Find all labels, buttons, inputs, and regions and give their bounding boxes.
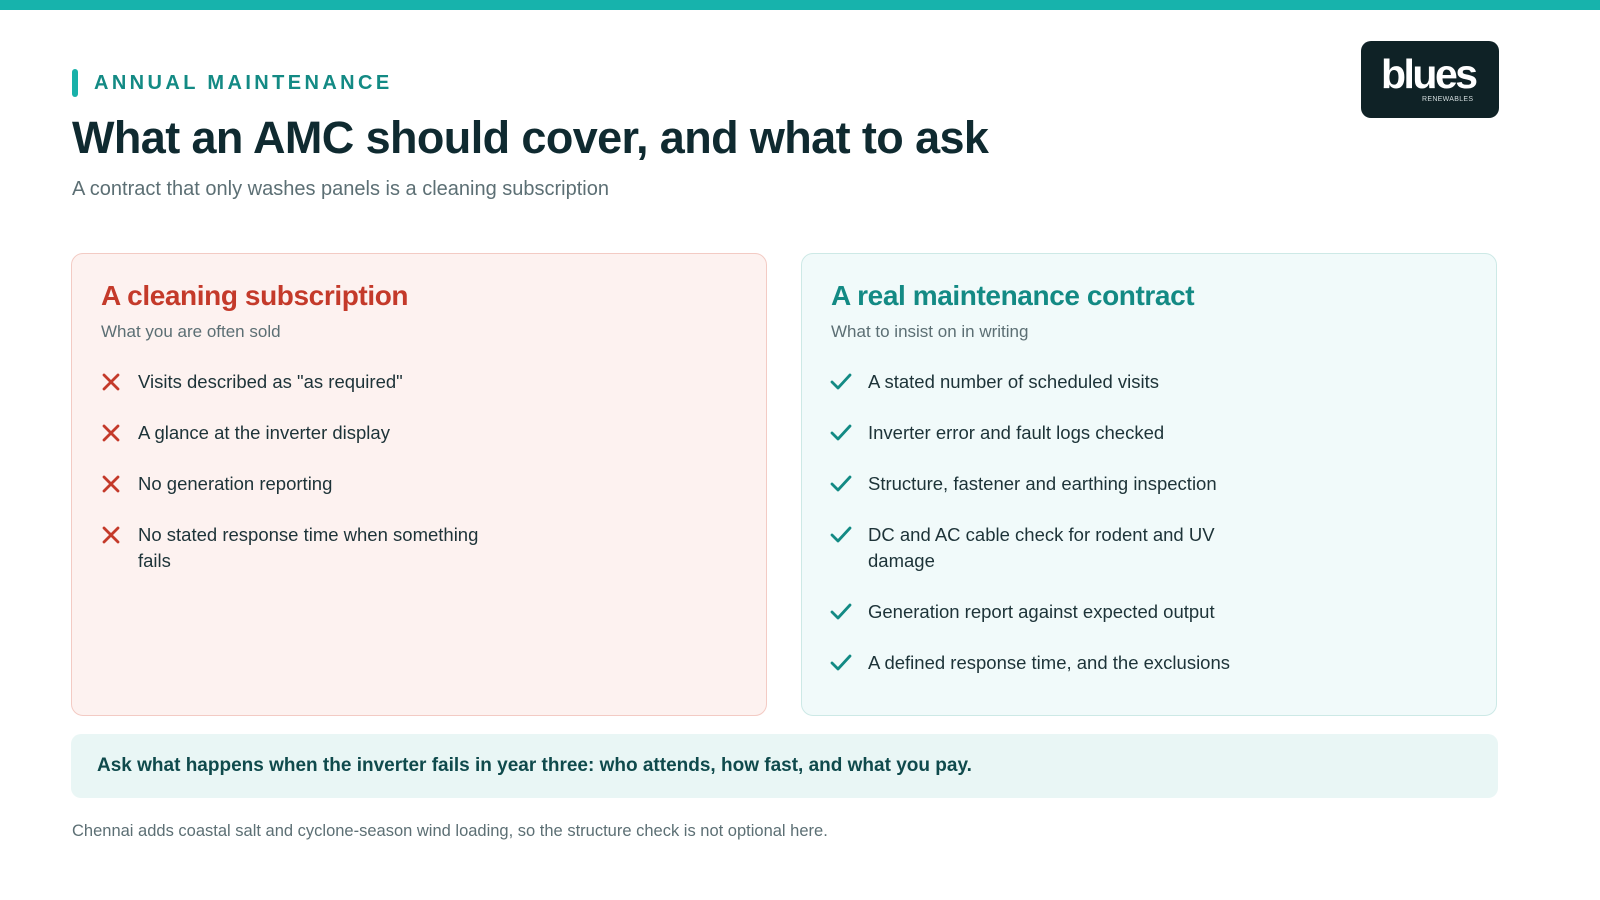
logo-wordmark: blues bbox=[1381, 51, 1476, 97]
list-item bbox=[830, 522, 1238, 574]
callout-text: Ask what happens when the inverter fails in year three: who attends, how fast, and what you pay. bbox=[97, 755, 972, 776]
page-title: What an AMC should cover, and what to ask bbox=[72, 112, 989, 163]
cross-icon bbox=[100, 473, 122, 495]
list-item bbox=[830, 471, 1238, 497]
list-item-text: Visits described as "as required" bbox=[138, 371, 403, 392]
list-item bbox=[100, 420, 508, 446]
list-item bbox=[100, 369, 508, 395]
cross-icon bbox=[100, 422, 122, 444]
logo-tagline: RENEWABLES bbox=[1422, 96, 1474, 103]
positive-list bbox=[830, 369, 1238, 701]
list-item-text: A defined response time, and the exclusions bbox=[868, 652, 1231, 673]
brand-logo bbox=[1361, 41, 1499, 118]
list-item bbox=[830, 420, 1238, 446]
top-accent-bar bbox=[0, 0, 1600, 10]
check-icon bbox=[830, 601, 852, 623]
card-subtitle: What to insist on in writing bbox=[831, 322, 1029, 341]
list-item-text: A glance at the inverter display bbox=[138, 422, 390, 443]
callout-box bbox=[71, 734, 1498, 798]
card-title: A cleaning subscription bbox=[101, 280, 409, 311]
section-eyebrow bbox=[72, 69, 393, 97]
negative-list bbox=[100, 369, 508, 599]
list-item bbox=[830, 599, 1238, 625]
eyebrow-label: ANNUAL MAINTENANCE bbox=[94, 71, 393, 94]
cross-icon bbox=[100, 371, 122, 393]
list-item-text: A stated number of scheduled visits bbox=[868, 371, 1160, 392]
list-item-text: Structure, fastener and earthing inspection bbox=[868, 473, 1217, 494]
check-icon bbox=[830, 422, 852, 444]
check-icon bbox=[830, 652, 852, 674]
cross-icon bbox=[100, 524, 122, 546]
maintenance-contract-card bbox=[801, 253, 1497, 716]
list-item-text: No generation reporting bbox=[138, 473, 333, 494]
check-icon bbox=[830, 371, 852, 393]
page-subtitle: A contract that only washes panels is a cleaning subscription bbox=[72, 178, 609, 200]
list-item-text: Inverter error and fault logs checked bbox=[868, 422, 1165, 443]
check-icon bbox=[830, 524, 852, 546]
card-subtitle: What you are often sold bbox=[101, 322, 281, 341]
list-item bbox=[830, 369, 1238, 395]
footnote: Chennai adds coastal salt and cyclone-season wind loading, so the structure check is not optional here. bbox=[72, 822, 828, 840]
cleaning-subscription-card bbox=[71, 253, 767, 716]
list-item-text: DC and AC cable check for rodent and UV damage bbox=[868, 524, 1215, 571]
card-title: A real maintenance contract bbox=[831, 280, 1195, 311]
list-item bbox=[100, 471, 508, 497]
check-icon bbox=[830, 473, 852, 495]
list-item bbox=[100, 522, 508, 574]
eyebrow-marker bbox=[72, 69, 78, 97]
list-item bbox=[830, 650, 1238, 676]
list-item-text: No stated response time when something fails bbox=[138, 524, 479, 571]
list-item-text: Generation report against expected output bbox=[868, 601, 1215, 622]
